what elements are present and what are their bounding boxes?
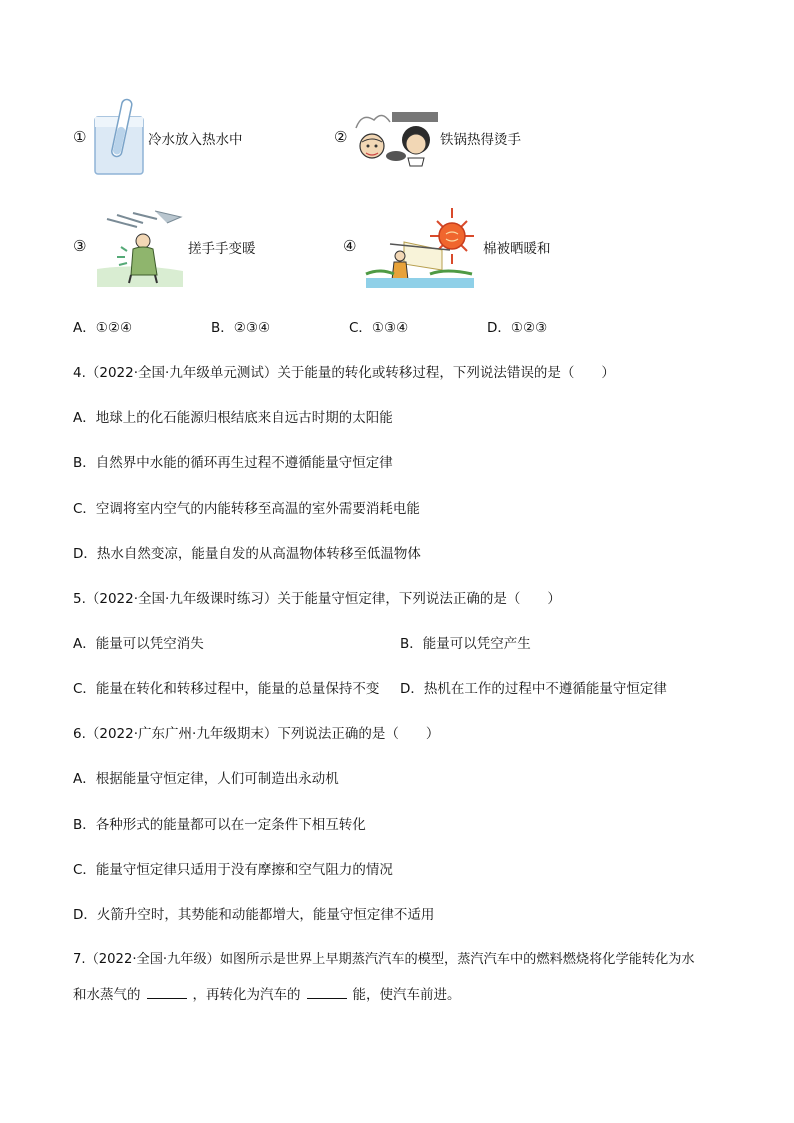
- q5-option-c[interactable]: C．能量在转化和转移过程中，能量的总量保持不变: [73, 681, 380, 697]
- q5-option-b[interactable]: B．能量可以凭空产生: [400, 636, 531, 652]
- item-2-caption: 铁锅热得烫手: [440, 132, 521, 148]
- q7-line-1: 7.（2022·全国·九年级）如图所示是世界上早期蒸汽汽车的模型，蒸汽汽车中的燃料燃烧将化学能转化为水: [73, 952, 695, 967]
- q3-option-a[interactable]: A．①②④: [73, 320, 133, 336]
- q3-option-d[interactable]: D．①②③: [487, 320, 548, 336]
- beaker-icon: [92, 97, 146, 177]
- sun-quilt-icon: [360, 204, 478, 290]
- q5-stem: 5.（2022·全国·九年级课时练习）关于能量守恒定律，下列说法正确的是（ ）: [73, 591, 561, 607]
- item-4-number: ④: [343, 237, 357, 255]
- q6-stem: 6.（2022·广东广州·九年级期末）下列说法正确的是（ ）: [73, 726, 440, 742]
- item-1-caption: 冷水放入热水中: [148, 132, 243, 148]
- q4-option-d[interactable]: D．热水自然变凉，能量自发的从高温物体转移至低温物体: [73, 546, 421, 562]
- item-1-number: ①: [73, 128, 87, 146]
- q4-option-a[interactable]: A．地球上的化石能源归根结底来自远古时期的太阳能: [73, 410, 393, 426]
- q7-text-a: 和水蒸气的: [73, 987, 141, 1003]
- q4-stem: 4.（2022·全国·九年级单元测试）关于能量的转化或转移过程，下列说法错误的是（ ）: [73, 365, 615, 381]
- q7-text-c: 能，使汽车前进。: [352, 987, 461, 1003]
- q6-option-d[interactable]: D．火箭升空时，其势能和动能都增大，能量守恒定律不适用: [73, 907, 435, 923]
- item-3-caption: 搓手手变暖: [188, 241, 256, 257]
- q3-option-b[interactable]: B．②③④: [211, 320, 271, 336]
- item-2-number: ②: [334, 128, 348, 146]
- item-4-caption: 棉被晒暖和: [483, 241, 551, 257]
- q5-option-a[interactable]: A．能量可以凭空消失: [73, 636, 204, 652]
- q7-text-b: ，再转化为汽车的: [192, 987, 301, 1003]
- hot-pan-person-icon: [352, 108, 440, 168]
- q7-line-2: [73, 984, 461, 1005]
- q7-blank-1[interactable]: [147, 984, 187, 999]
- q6-option-a[interactable]: A．根据能量守恒定律，人们可制造出永动机: [73, 771, 339, 787]
- q7-blank-2[interactable]: [307, 984, 347, 999]
- rubbing-hands-icon: [97, 207, 183, 287]
- item-3-number: ③: [73, 237, 87, 255]
- q6-option-c[interactable]: C．能量守恒定律只适用于没有摩擦和空气阻力的情况: [73, 862, 393, 878]
- q3-option-c[interactable]: C．①③④: [349, 320, 409, 336]
- q4-option-c[interactable]: C．空调将室内空气的内能转移至高温的室外需要消耗电能: [73, 501, 420, 517]
- q6-option-b[interactable]: B．各种形式的能量都可以在一定条件下相互转化: [73, 817, 366, 833]
- q5-option-d[interactable]: D．热机在工作的过程中不遵循能量守恒定律: [400, 681, 667, 697]
- q4-option-b[interactable]: B．自然界中水能的循环再生过程不遵循能量守恒定律: [73, 455, 393, 471]
